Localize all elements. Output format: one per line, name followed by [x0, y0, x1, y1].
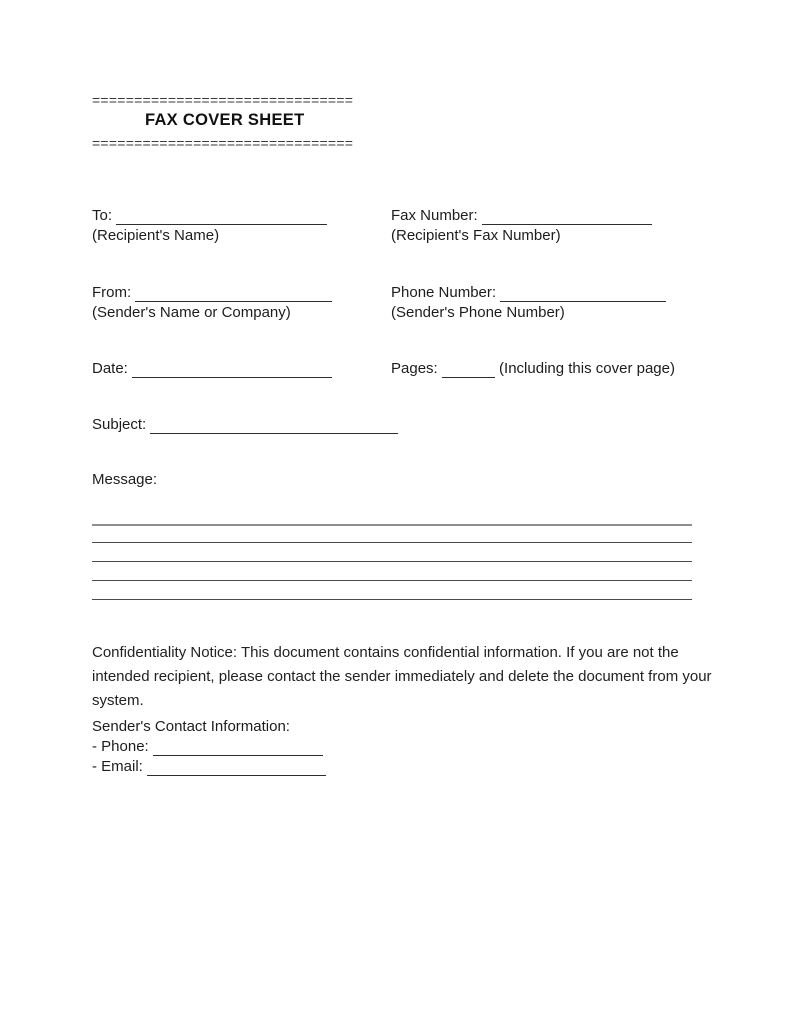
confidentiality-notice-line-3: system. — [92, 692, 144, 709]
from-field — [92, 283, 391, 322]
from-caption: (Sender's Name or Company) — [92, 303, 291, 321]
pages-label: Pages: — [391, 360, 438, 377]
header-divider-top: =============================== — [92, 92, 354, 108]
subject-field — [92, 415, 731, 435]
to-label: To: — [92, 207, 113, 224]
confidentiality-notice-line-1: Confidentiality Notice: This document contains confidential information. If you are not the — [92, 644, 679, 661]
fax-number-label: Fax Number: — [391, 207, 478, 224]
to-blank-line[interactable] — [116, 210, 327, 225]
fax-number-blank-line[interactable] — [482, 210, 652, 225]
message-line-2[interactable] — [92, 542, 692, 543]
sender-phone-label: - Phone: — [92, 738, 149, 755]
message-label: Message: — [92, 471, 158, 488]
confidentiality-notice-line-2: intended recipient, please contact the sender immediately and delete the document from your — [92, 668, 712, 685]
pages-note: (Including this cover page) — [499, 360, 675, 377]
message-line-4[interactable] — [92, 580, 692, 581]
to-caption: (Recipient's Name) — [92, 226, 220, 244]
date-label: Date: — [92, 360, 128, 377]
from-label: From: — [92, 284, 132, 301]
sender-contact-heading: Sender's Contact Information: — [92, 718, 290, 735]
pages-field — [391, 359, 731, 379]
message-field — [92, 470, 731, 490]
date-field — [92, 359, 391, 379]
message-line-1[interactable] — [92, 524, 692, 526]
sender-phone-row — [92, 737, 326, 757]
phone-number-field — [391, 283, 731, 322]
phone-number-caption: (Sender's Phone Number) — [391, 303, 565, 321]
sender-email-blank-line[interactable] — [147, 761, 326, 776]
row-from-phone — [92, 283, 731, 322]
fax-number-field — [391, 206, 731, 245]
to-field — [92, 206, 391, 245]
phone-number-blank-line[interactable] — [500, 287, 666, 302]
row-date-pages — [92, 359, 731, 379]
subject-blank-line[interactable] — [150, 419, 398, 434]
sender-phone-blank-line[interactable] — [153, 741, 323, 756]
message-line-5[interactable] — [92, 599, 692, 600]
confidentiality-notice — [92, 641, 712, 713]
header-divider-bottom: =============================== — [92, 135, 354, 151]
phone-number-label: Phone Number: — [391, 284, 497, 301]
date-blank-line[interactable] — [132, 363, 332, 378]
page-title: FAX COVER SHEET — [145, 111, 305, 129]
message-line-3[interactable] — [92, 561, 692, 562]
sender-contact-section — [92, 717, 326, 777]
sender-email-label: - Email: — [92, 758, 143, 775]
pages-blank-line[interactable] — [442, 363, 495, 378]
fax-number-caption: (Recipient's Fax Number) — [391, 226, 561, 244]
subject-label: Subject: — [92, 416, 147, 433]
row-to-fax — [92, 206, 731, 245]
from-blank-line[interactable] — [135, 287, 332, 302]
sender-email-row — [92, 757, 326, 777]
